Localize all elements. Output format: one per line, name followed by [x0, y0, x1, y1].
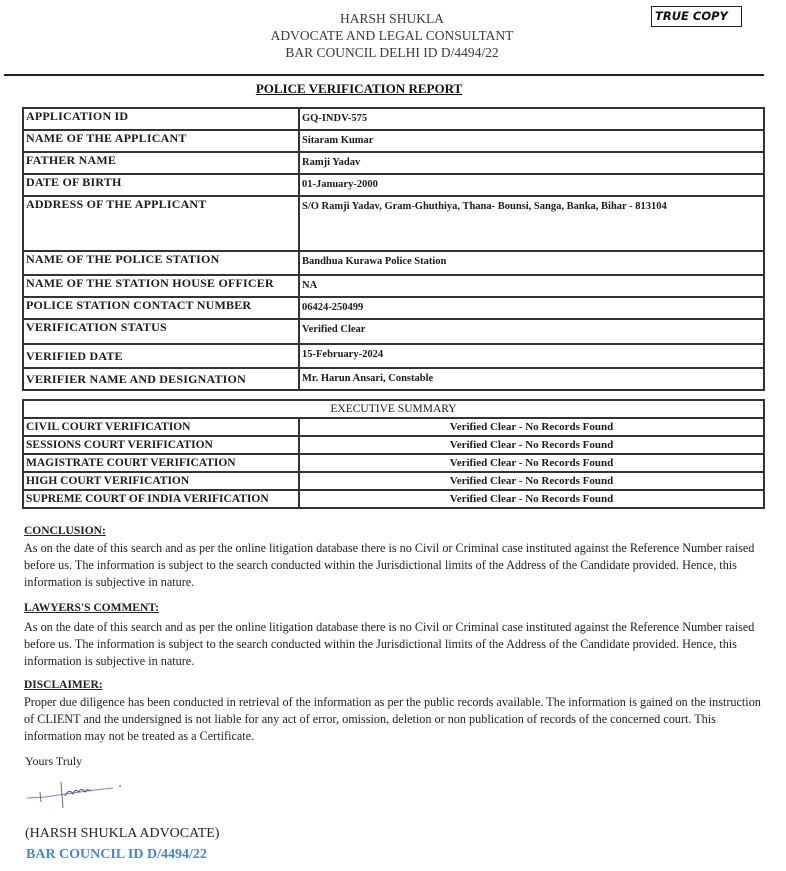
- row-value: Ramji Yadav: [299, 152, 764, 174]
- report-title-text: POLICE VERIFICATION REPORT: [255, 81, 463, 96]
- table-row: [23, 368, 764, 390]
- conclusion-heading: CONCLUSION:: [24, 525, 106, 537]
- details-table: [22, 107, 765, 391]
- true-copy-stamp: TRUE COPY: [651, 6, 742, 27]
- table-row: [23, 152, 764, 174]
- advocate-name: HARSH SHUKLA: [340, 11, 444, 26]
- row-value: 06424-250499: [299, 297, 764, 319]
- table-row: [23, 490, 764, 508]
- table-row: [23, 174, 764, 196]
- table-row: [23, 251, 764, 275]
- court-label: MAGISTRATE COURT VERIFICATION: [23, 454, 299, 472]
- row-label: VERIFICATION STATUS: [23, 319, 299, 344]
- table-row: [23, 319, 764, 344]
- table-row: [23, 196, 764, 251]
- row-label: VERIFIED DATE: [23, 344, 299, 368]
- court-status: Verified Clear - No Records Found: [299, 418, 764, 436]
- row-label: ADDRESS OF THE APPLICANT: [23, 196, 299, 251]
- conclusion-section: [24, 523, 766, 591]
- report-title: [0, 81, 718, 97]
- bar-council-id: BAR COUNCIL DELHI ID D/4494/22: [285, 45, 499, 60]
- disclaimer-text: Proper due diligence has been conducted in retrieval of the information as per the public records available. The information is gained on the instruction of CLIENT and the undersigned is not liable for any act of error, omission, deletion or non publication of records of the concerned court. This information may not be treated as a Certificate.: [24, 695, 761, 743]
- disclaimer-section: [24, 677, 766, 745]
- signatory-name: (HARSH SHUKLA ADVOCATE): [25, 826, 220, 841]
- lawyers-comment-heading: LAWYERS'S COMMENT:: [24, 602, 159, 614]
- court-status: Verified Clear - No Records Found: [299, 454, 764, 472]
- row-label: VERIFIER NAME AND DESIGNATION: [23, 368, 299, 390]
- table-row: [23, 297, 764, 319]
- row-label: FATHER NAME: [23, 152, 299, 174]
- table-row: [23, 454, 764, 472]
- court-label: HIGH COURT VERIFICATION: [23, 472, 299, 490]
- row-value: Bandhua Kurawa Police Station: [299, 251, 764, 275]
- row-label: NAME OF THE APPLICANT: [23, 130, 299, 152]
- header-divider: [4, 74, 764, 76]
- row-value: 15-February-2024: [299, 344, 764, 368]
- table-row: [23, 344, 764, 368]
- row-label: POLICE STATION CONTACT NUMBER: [23, 297, 299, 319]
- row-value: Sitaram Kumar: [299, 130, 764, 152]
- row-value: S/O Ramji Yadav, Gram-Ghuthiya, Thana- Bounsi, Sanga, Banka, Bihar - 813104: [299, 196, 764, 251]
- row-label: NAME OF THE STATION HOUSE OFFICER: [23, 275, 299, 297]
- salutation: Yours Truly: [25, 754, 83, 768]
- court-label: SUPREME COURT OF INDIA VERIFICATION: [23, 490, 299, 508]
- letterhead: [200, 10, 584, 61]
- table-row: [23, 436, 764, 454]
- row-value: 01-January-2000: [299, 174, 764, 196]
- court-status: Verified Clear - No Records Found: [299, 436, 764, 454]
- row-value: NA: [299, 275, 764, 297]
- conclusion-text: As on the date of this search and as per the online litigation database there is no Civil or Criminal case instituted against the Reference Number raised before us. The information is subject to the search conducted within the Jurisdictional limits of the Address of the Candidate provided. Hence, this information is subjective in nature.: [24, 541, 755, 589]
- court-label: CIVIL COURT VERIFICATION: [23, 418, 299, 436]
- row-value: GQ-INDV-575: [299, 108, 764, 130]
- table-row: [23, 418, 764, 436]
- executive-summary-heading: EXECUTIVE SUMMARY: [23, 400, 764, 418]
- signature-icon: [25, 778, 125, 812]
- table-row: [23, 275, 764, 297]
- row-label: NAME OF THE POLICE STATION: [23, 251, 299, 275]
- court-label: SESSIONS COURT VERIFICATION: [23, 436, 299, 454]
- signatory-bar-id: BAR COUNCIL ID D/4494/22: [26, 847, 207, 862]
- table-row: [23, 108, 764, 130]
- court-status: Verified Clear - No Records Found: [299, 490, 764, 508]
- row-label: DATE OF BIRTH: [23, 174, 299, 196]
- table-row: [23, 472, 764, 490]
- table-row: [23, 130, 764, 152]
- advocate-title: ADVOCATE AND LEGAL CONSULTANT: [270, 28, 514, 43]
- court-status: Verified Clear - No Records Found: [299, 472, 764, 490]
- row-value: Verified Clear: [299, 319, 764, 344]
- row-value: Mr. Harun Ansari, Constable: [299, 368, 764, 390]
- row-label: APPLICATION ID: [23, 108, 299, 130]
- lawyers-comment-text: As on the date of this search and as per the online litigation database there is no Civil or Criminal case instituted against the Reference Number raised before us. The information is subject to the search conducted within the Jurisdictional limits of the Address of the Candidate provided. Hence, this information is subjective in nature.: [24, 620, 755, 668]
- summary-header-row: [23, 400, 764, 418]
- disclaimer-heading: DISCLAIMER:: [24, 679, 103, 691]
- executive-summary-table: [22, 399, 765, 509]
- lawyers-comment-section: [24, 600, 766, 670]
